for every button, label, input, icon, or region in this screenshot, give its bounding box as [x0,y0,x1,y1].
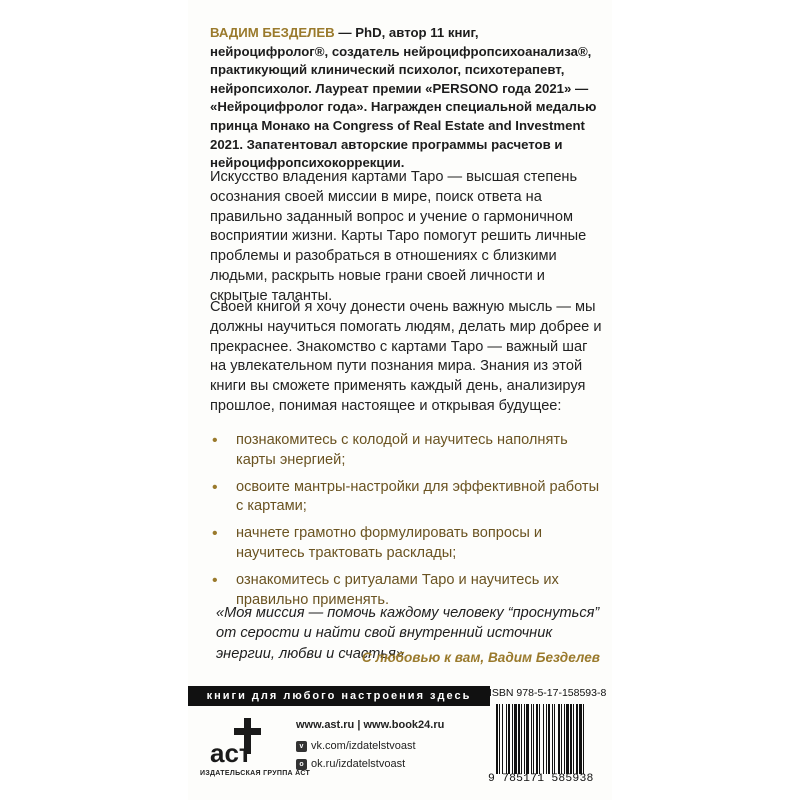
barcode-bar [579,704,582,774]
list-item: • ознакомитесь с ритуалами Таро и научитесь их правильно применять. [212,571,559,608]
barcode-bar [512,704,513,774]
bullet-icon: • [212,478,218,496]
slogan-text: книги для любого настроения здесь [206,690,472,702]
isbn: ISBN 978-5-17-158593-8 [489,687,607,699]
barcode-bar [518,704,520,774]
barcode-bar [521,704,522,774]
publisher-name: ИЗДАТЕЛЬСКАЯ ГРУППА АСТ [200,770,311,777]
barcode-bar [554,704,555,774]
barcode-bar [536,704,538,774]
author-quote: «Моя миссия — помочь каждому человеку “проснуться” от серости и найти свой внутренний источник энергии, любви и счастья». [216,605,600,662]
barcode-bar [533,704,534,774]
bullet-icon: • [212,432,218,449]
barcode-bar [531,704,532,774]
barcode-bar [524,704,525,774]
website-links[interactable]: www.ast.ru | www.book24.ru [296,719,445,731]
barcode-bar [546,704,547,774]
barcode-bar [576,704,578,774]
barcode-bar [548,704,550,774]
barcode-bar [543,704,544,774]
vk-icon: v [296,741,307,752]
ok-link[interactable]: o ok.ru/izdatelstvoast [296,758,405,770]
barcode-bar [570,704,572,774]
barcode-bar [583,704,584,774]
barcode-bar [561,704,562,774]
list-item: • начнете грамотно формулировать вопросы и научитесь трактовать расклады; [212,525,543,561]
barcode-bar [564,704,565,774]
ok-icon: o [296,759,307,770]
barcode-bar [566,704,569,774]
author-bio [210,24,600,173]
barcode-bar [573,704,574,774]
barcode-bar [552,704,553,774]
barcode-bar [506,704,507,774]
bullet-icon: • [212,525,218,543]
barcode-bar [499,704,500,774]
ast-logo [208,716,272,768]
author-bio-text: — PhD, автор 11 книг, нейроцифролог®, создатель нейроцифропсихоанализа®, практикующий клинический психолог, психотерапевт, нейропсихолог. Лауреат премии «PERSONO года 2021» — «Нейроцифролог года». Награжден специальной медалью принца Монако на Congress of Real Estate and Investment 2021. Запатентовал авторские программы расчетов и нейроцифропсихокоррекции. [210,25,597,171]
slogan-strip [188,686,490,706]
list-item: • познакомитесь с колодой и научитесь наполнять карты энергией; [212,432,568,468]
author-signature: С любовью к вам, Вадим Безделев [361,650,600,665]
barcode-bar [502,704,503,774]
barcode-bar [496,704,498,774]
barcode-bar [514,704,517,774]
barcode-bar [526,704,529,774]
barcode-image [496,704,608,774]
barcode-bar [508,704,510,774]
list-item: • освоите мантры-настройки для эффективной работы с картами; [212,478,600,515]
barcode-bar [539,704,540,774]
logo-text: аст [210,738,252,768]
author-name: ВАДИМ БЕЗДЕЛЕВ [210,25,335,40]
vk-link[interactable]: v vk.com/izdatelstvoast [296,740,416,752]
barcode-digits: 9 785171 585938 [488,773,594,785]
benefits-list [210,431,602,617]
description-paragraph-2: Своей книгой я хочу донести очень важную мысль — мы должны научиться помогать людям, делать мир добрее и прекраснее. Знакомство с картами Таро — важный шаг на увлекательном пути познания мира. Знания из этой книги вы сможете применять каждый день, анализируя прошлое, понимая настоящее и открывая будущее: [210,299,602,414]
description-paragraph-1: Искусство владения картами Таро — высшая степень осознания своей миссии в мире, поиск ответа на правильно заданный вопрос и учение о гармоничном восприятии жизни. Карты Таро помогут решить личные проблемы и разобраться в отношениях с близкими людьми, раскрыть новые грани своей личности и скрытые таланты. [210,169,587,304]
barcode-bar [558,704,560,774]
bullet-icon: • [212,571,218,589]
